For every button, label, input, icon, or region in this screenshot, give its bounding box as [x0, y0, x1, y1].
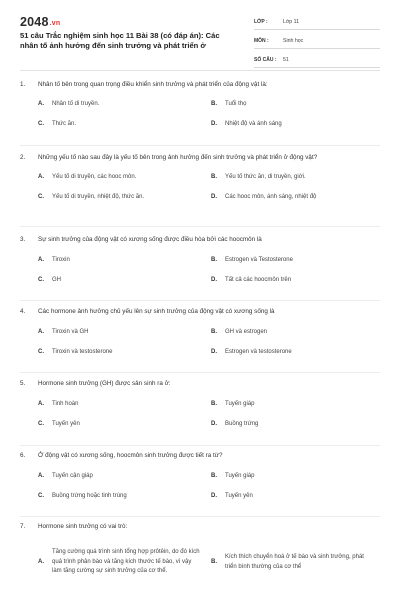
option-d[interactable]	[211, 192, 380, 203]
question-text: Hormone sinh trưởng có vai trò:	[38, 523, 128, 530]
question-stem	[20, 522, 380, 532]
question-divider	[20, 226, 380, 227]
meta-value: 51	[283, 56, 289, 63]
option-b[interactable]	[211, 172, 380, 183]
option-row	[20, 347, 380, 358]
question-2	[20, 153, 380, 212]
option-text: Kích thích chuyển hoá ở tế bào và sinh trưởng, phát triển bình thường của cơ thể	[225, 554, 364, 570]
option-text: Tinh hoàn	[52, 400, 79, 407]
option-b[interactable]	[211, 399, 380, 410]
question-divider	[20, 145, 380, 146]
option-letter: B.	[211, 173, 217, 180]
option-text: Nhiệt độ và ánh sáng	[225, 120, 282, 127]
document-title: 51 câu Trắc nghiệm sinh học 11 Bài 38 (có đáp án): Các nhân tố ảnh hưởng đến sinh trưởng và phát triển ở	[20, 31, 220, 50]
option-text: Tiroxin và GH	[52, 328, 89, 335]
question-3	[20, 235, 380, 295]
question-stem	[20, 379, 380, 389]
question-stem	[20, 307, 380, 317]
meta-row-class	[254, 14, 380, 30]
meta-label: MÔN :	[254, 37, 269, 44]
meta-row-count	[254, 52, 380, 68]
option-text: Tuyến yên	[52, 420, 80, 427]
option-a[interactable]	[38, 540, 200, 586]
option-c[interactable]	[38, 275, 200, 286]
option-d[interactable]	[211, 119, 380, 130]
option-row	[20, 255, 380, 266]
option-letter: B.	[211, 256, 217, 263]
option-row	[20, 419, 380, 430]
option-text: Các hooc môn, ánh sáng, nhiệt độ	[225, 193, 317, 200]
header-divider	[20, 70, 380, 71]
option-text: Tuyến giáp	[225, 472, 255, 479]
option-row	[20, 99, 380, 110]
answer-options	[20, 327, 380, 358]
option-row	[20, 119, 380, 130]
option-letter: C.	[38, 492, 44, 499]
option-c[interactable]	[38, 119, 200, 130]
question-1	[20, 80, 380, 139]
option-text: Tuổi thọ	[225, 100, 247, 107]
answer-options	[20, 172, 380, 203]
option-text: Buồng trứng hoặc tinh trùng	[52, 492, 127, 499]
option-letter: B.	[211, 100, 217, 107]
option-text: Yếu tố thức ăn, di truyền, giới.	[225, 173, 306, 180]
option-letter: C.	[38, 276, 44, 283]
option-text: Thức ăn.	[52, 120, 77, 127]
option-a[interactable]	[38, 471, 200, 482]
option-text: Tăng cường quá trình sinh tổng hợp prôtêin, do đó kích quá trình phân bào và tăng kích thước tế bào, vì vậy làm tăng cường sự sinh trưởng của cơ thể.	[52, 549, 200, 575]
question-number: 2.	[20, 154, 26, 161]
option-text: Tuyến yên	[225, 492, 253, 499]
option-row	[20, 275, 380, 286]
option-row	[20, 172, 380, 183]
option-letter: D.	[211, 193, 217, 200]
question-text: Sự sinh trưởng của động vật có xương sống được điều hòa bởi các hoocmôn là	[38, 236, 262, 243]
option-text: Tuyến cận giáp	[52, 472, 93, 479]
question-text: Nhân tố bên trong quan trọng điều khiển sinh trưởng và phát triển của động vật là:	[38, 81, 268, 88]
option-text: GH	[52, 276, 61, 283]
option-letter: B.	[211, 472, 217, 479]
site-logo[interactable]	[20, 15, 60, 29]
question-6	[20, 451, 380, 511]
answer-options	[20, 99, 380, 130]
question-stem	[20, 451, 380, 461]
option-letter: D.	[211, 420, 217, 427]
option-text: Nhân tố di truyền.	[52, 100, 100, 107]
question-stem	[20, 235, 380, 245]
option-c[interactable]	[38, 491, 200, 502]
question-number: 7.	[20, 523, 26, 530]
question-text: Các hormone ảnh hưởng chủ yếu lên sự sinh trưởng của động vật có xương sống là	[38, 308, 275, 315]
question-5	[20, 379, 380, 439]
option-b[interactable]	[211, 327, 380, 338]
meta-label: LỚP :	[254, 18, 268, 25]
option-letter: C.	[38, 120, 44, 127]
question-number: 6.	[20, 452, 26, 459]
option-row	[20, 327, 380, 338]
option-row	[20, 540, 380, 586]
question-number: 3.	[20, 236, 26, 243]
meta-value: Sinh học	[283, 37, 304, 44]
option-text: Tiroxin và testosterone	[52, 348, 113, 355]
option-letter: C.	[38, 420, 44, 427]
option-text: Estrogen và Testosterone	[225, 256, 293, 263]
question-7	[20, 522, 380, 595]
answer-options	[20, 399, 380, 430]
option-text: Tuyến giáp	[225, 400, 255, 407]
question-stem	[20, 153, 380, 163]
option-row	[20, 192, 380, 203]
option-letter: A.	[38, 328, 44, 335]
logo-number: 2048	[20, 15, 49, 29]
option-c[interactable]	[38, 192, 200, 203]
option-a[interactable]	[38, 172, 200, 183]
document-header	[0, 0, 400, 72]
option-d[interactable]	[211, 347, 380, 358]
question-text: Những yếu tố nào sau đây là yếu tố bên trong ảnh hưởng đến sinh trưởng và phát triển ở động vật?	[38, 154, 318, 161]
option-text: Estrogen và testosterone	[225, 348, 292, 355]
question-4	[20, 307, 380, 367]
option-letter: B.	[211, 558, 217, 565]
answer-options	[20, 540, 380, 586]
answer-options	[20, 255, 380, 286]
answer-options	[20, 471, 380, 502]
option-letter: C.	[38, 193, 44, 200]
option-letter: A.	[38, 400, 44, 407]
logo-suffix: .vn	[49, 20, 61, 27]
question-number: 4.	[20, 308, 26, 315]
meta-label: SỐ CÂU :	[254, 56, 277, 63]
meta-panel	[254, 14, 380, 71]
question-divider	[20, 372, 380, 373]
option-d[interactable]	[211, 419, 380, 430]
option-letter: A.	[38, 558, 44, 565]
option-letter: A.	[38, 256, 44, 263]
option-row	[20, 399, 380, 410]
option-letter: D.	[211, 120, 217, 127]
option-letter: A.	[38, 173, 44, 180]
option-row	[20, 471, 380, 482]
option-letter: A.	[38, 472, 44, 479]
option-text: Yếu tố di truyền, nhiệt độ, thức ăn.	[52, 193, 145, 200]
option-c[interactable]	[38, 419, 200, 430]
option-a[interactable]	[38, 399, 200, 410]
question-number: 5.	[20, 380, 26, 387]
option-a[interactable]	[38, 255, 200, 266]
option-letter: B.	[211, 400, 217, 407]
option-text: Tất cả các hoocmôn trên	[225, 276, 292, 283]
option-text: GH và estrogen	[225, 328, 268, 335]
option-b[interactable]	[211, 540, 380, 586]
meta-value: Lớp 11	[283, 18, 299, 25]
option-d[interactable]	[211, 275, 380, 286]
option-c[interactable]	[38, 347, 200, 358]
option-letter: B.	[211, 328, 217, 335]
option-a[interactable]	[38, 99, 200, 110]
question-text: Hormone sinh trưởng (GH) được sản sinh ra ở:	[38, 380, 171, 387]
option-letter: C.	[38, 348, 44, 355]
option-b[interactable]	[211, 99, 380, 110]
question-divider	[20, 445, 380, 446]
option-letter: A.	[38, 100, 44, 107]
question-divider	[20, 300, 380, 301]
option-letter: D.	[211, 492, 217, 499]
option-d[interactable]	[211, 491, 380, 502]
option-b[interactable]	[211, 471, 380, 482]
option-text: Yếu tố di truyền, các hooc môn.	[52, 173, 137, 180]
question-stem	[20, 80, 380, 90]
option-letter: D.	[211, 348, 217, 355]
option-text: Buồng trứng	[225, 420, 259, 427]
question-number: 1.	[20, 81, 26, 88]
option-a[interactable]	[38, 327, 200, 338]
option-letter: D.	[211, 276, 217, 283]
option-text: Tiroxin	[52, 256, 70, 263]
option-row	[20, 491, 380, 502]
question-text: Ở động vật có xương sống, hoocmôn sinh trưởng được tiết ra từ?	[38, 452, 223, 459]
option-b[interactable]	[211, 255, 380, 266]
meta-row-subject	[254, 33, 380, 49]
question-divider	[20, 516, 380, 517]
